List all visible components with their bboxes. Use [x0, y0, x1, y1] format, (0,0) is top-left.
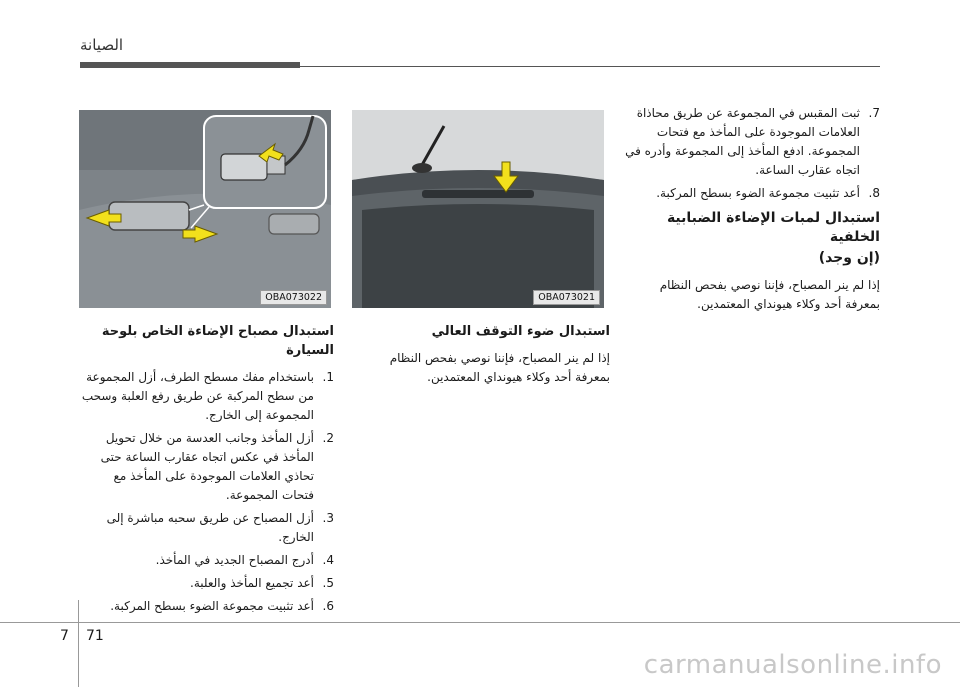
high-stop-lamp-illustration [352, 110, 604, 308]
step-text: أعد تثبيت مجموعة الضوء بسطح المركبة. [656, 186, 860, 200]
continued-steps [624, 104, 880, 203]
rear-fog-lamp-heading: استبدال لمبات الإضاءة الضبابية الخلفية [666, 210, 880, 245]
step-number: 2. [322, 431, 334, 445]
step-text: أدرج المصباح الجديد في المأخذ. [155, 553, 314, 567]
license-plate-lamp-illustration [79, 110, 331, 308]
chapter-number: 7 [60, 628, 69, 644]
watermark-text: carmanualsonline.info [643, 650, 942, 680]
list-item [79, 509, 334, 547]
step-text: أزل المصباح عن طريق سحبه مباشرة إلى الخارج. [106, 511, 314, 544]
high-stop-lamp-section [352, 322, 610, 393]
footer-rule [0, 622, 960, 623]
step-text: باستخدام مفك مسطح الطرف، أزل المجموعة من سطح المركبة عن طريق رفع العلبة وسحب المجموعة إلى الخارج. [81, 370, 314, 422]
rear-fog-lamp-heading-note: (إن وجد) [818, 250, 880, 266]
figure-code-left: OBA073022 [260, 290, 327, 305]
step-number: 1. [322, 370, 334, 384]
right-column [624, 104, 880, 320]
license-plate-lamp-section [79, 322, 334, 620]
step-text: ثبت المقبس في المجموعة عن طريق محاذاة العلامات الموجودة على المأخذ مع فتحات المجموعة. ادفع المأخذ إلى المجموعة وأدره في اتجاه عقارب الساعة. [625, 106, 860, 177]
step-text: أزل المأخذ وجانب العدسة من خلال تحويل المأخذ في عكس اتجاه عقارب الساعة حتى تحاذي العلامات الموجودة على المأخذ مع فتحات المجموعة. [100, 431, 314, 502]
license-plate-lamp-photo [79, 110, 331, 308]
rear-fog-lamp-body: إذا لم ينر المصباح، فإننا نوصي بفحص النظام بمعرفة أحد وكلاء هيونداي المعتمدين. [659, 278, 880, 311]
list-item [79, 368, 334, 425]
step-text: أعد تثبيت مجموعة الضوء بسطح المركبة. [110, 599, 314, 613]
list-item [79, 551, 334, 570]
page-number: 71 [86, 628, 104, 644]
step-text: أعد تجميع المأخذ والعلبة. [190, 576, 314, 590]
step-number: 4. [322, 553, 334, 567]
step-number: 6. [322, 599, 334, 613]
page-header-title: الصيانة [80, 36, 124, 54]
figure-code-mid: OBA073021 [533, 290, 600, 305]
list-item [624, 104, 880, 180]
step-number: 7. [868, 106, 880, 120]
step-number: 8. [868, 186, 880, 200]
step-number: 5. [322, 576, 334, 590]
step-number: 3. [322, 511, 334, 525]
high-stop-lamp-heading: استبدال ضوء التوقف العالي [431, 324, 610, 339]
footer-divider [78, 600, 79, 687]
list-item [79, 574, 334, 593]
list-item [79, 597, 334, 616]
list-item [79, 429, 334, 505]
high-stop-lamp-body: إذا لم ينر المصباح، فإننا نوصي بفحص النظام بمعرفة أحد وكلاء هيونداي المعتمدين. [389, 351, 610, 384]
list-item [624, 184, 880, 203]
high-stop-lamp-photo [352, 110, 604, 308]
header-rule-thick [80, 62, 300, 68]
license-plate-lamp-steps [79, 368, 334, 616]
license-plate-lamp-heading: استبدال مصباح الإضاءة الخاص بلوحة السيارة [101, 324, 334, 358]
